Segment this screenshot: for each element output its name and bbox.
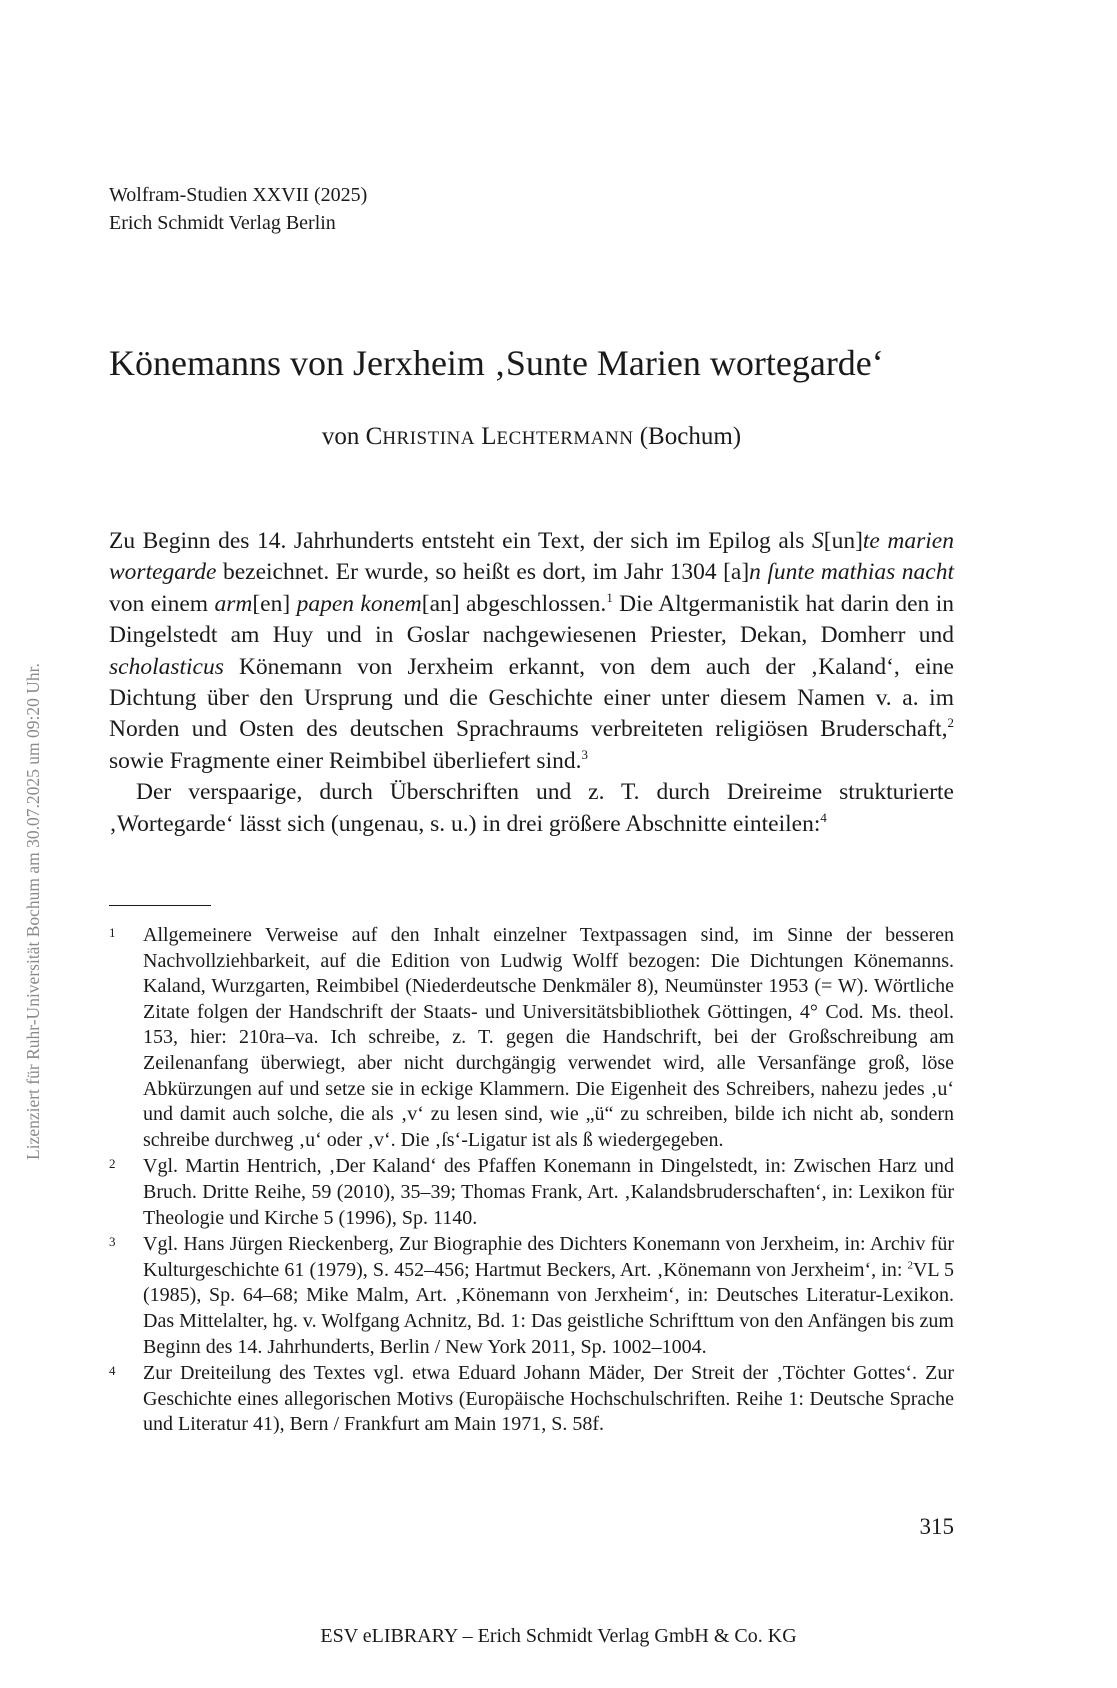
text-run: von einem [109,590,215,617]
paragraph-1 [109,526,954,777]
footnote-number: 2 [109,1156,116,1172]
body-text [109,526,954,840]
footnote-3 [109,1232,954,1360]
footnote-number: 4 [109,1363,116,1379]
footnotes [109,923,954,1439]
footnote-reference: 3 [581,747,588,763]
author-affiliation: (Bochum) [639,423,742,450]
text-run: bezeichnet. Er wurde, so heißt es dort, im Jahr 1304 [a] [216,559,750,586]
italic-text: n ſunte mathias nacht [749,559,954,586]
text-run: [an] abgeschlossen. [421,590,607,617]
footnote-reference: 4 [820,809,827,825]
text-run: Zu Beginn des 14. Jahrhunderts entsteht ein Text, der sich im Epilog als [109,528,812,554]
author-last-initial: L [481,423,497,450]
italic-text: scholasticus [109,653,224,680]
author-first-rest: HRISTINA [382,428,475,449]
footnote-text: Zur Dreiteilung des Textes vgl. etwa Eduard Johann Mäder, Der Streit der ‚Töchter Gottes‘. Zur Geschichte eines allegorischen Motivs (Europäische Hochschulschriften. Reihe 1: Deutsche Sprache und Literatur 41), Bern / Frankfurt am Main 1971, S. 58f. [143,1362,954,1436]
text-run: [un] [823,528,863,554]
footnote-separator [109,905,211,906]
footnote-2 [109,1154,954,1231]
page-footer: ESV eLIBRARY – Erich Schmidt Verlag GmbH & Co. KG [320,1625,797,1647]
footnote-number: 3 [109,1234,116,1250]
footnote-number: 1 [109,925,116,940]
text-run: [en] [252,590,297,617]
author-last-rest: ECHTERMANN [496,428,634,449]
italic-text: S [812,528,824,554]
text-run: Die Altgermanistik hat darin den in Dingelstedt am Huy und in Goslar nachgewiesenen Priester, Dekan, Domherr und [109,590,954,649]
footnote-text-part: VL 5 (1985), Sp. 64–68; Mike Malm, Art. ‚Könemann von Jerxheim‘, in: Deutsches Literatur-Lexikon. Das Mittelalter, hg. v. Wolfgang Achnitz, Bd. 1: Das geistliche Schrifttum von den Anfängen bis zum Beginn des 14. Jahrhunderts, Berlin / New York 2011, Sp. 1002–1004. [143,1258,954,1358]
text-run: Der verspaarige, durch Überschriften und z. T. durch Dreireime strukturierte ‚Wortegarde‘ lässt sich (ungenau, s. u.) in drei größere Abschnitte einteilen: [109,779,954,837]
author-first-initial: C [365,423,383,450]
footnote-4 [109,1361,954,1438]
text-run: Könemann von Jerxheim erkannt, von dem auch der ‚Kaland‘, eine Dichtung über den Ursprung und die Geschichte einer unter diesem Namen v. a. im Norden und Osten des deutschen Sprachraums verbreiteten religiösen Bruderschaft, [109,653,954,743]
journal-title-line: Wolfram-Studien XXVII (2025) [109,184,368,206]
publisher-line: Erich Schmidt Verlag Berlin [109,212,336,234]
paragraph-2 [109,777,954,840]
page-number: 315 [919,1514,954,1539]
footnote-text: Allgemeinere Verweise auf den Inhalt einzelner Textpassagen sind, im Sinne der besseren Nachvollziehbarkeit, auf die Edition von Ludwig Wolff bezogen: Die Dichtungen Könemanns. Kaland, Wurzgarten, Reimbibel (Niederdeutsche Denkmäler 8), Neumünster 1953 (= W). Wörtliche Zitate folgen der Handschrift der Staats- und Universitätsbibliothek Göttingen, 4° Cod. Ms. theol. 153, hier: 210ra–va. Ich schreibe, z. T. gegen die Handschrift, bei der Großschreibung am Zeilenanfang überwiegt, aber nicht durchgängig verwendet wird, alle Versanfänge groß, löse Abkürzungen auf und setze sie in eckige Klammern. Die Eigenheit des Schreibers, nahezu jedes ‚u‘ und damit auch solche, die als ‚v‘ zu lesen sind, wie „ü“ zu schreiben, bilde ich nicht ab, sondern schreibe durchweg ‚u‘ oder ‚v‘. Die ‚ſs‘-Ligatur ist als ß wiedergegeben. [143,924,954,1151]
license-watermark: Lizenziert für Ruhr-Universität Bochum am 30.07.2025 um 09:20 Uhr. [23,663,43,1160]
footnote-text-part: Vgl. Hans Jürgen Rieckenberg, Zur Biographie des Dichters Konemann von Jerxheim, in: Archiv für Kulturgeschichte 61 (1979), S. 452–456; Hartmut Beckers, Art. ‚Könemann von Jerxheim‘, in: [143,1233,954,1281]
footnote-1 [109,923,954,1153]
byline-prefix: von [321,423,360,450]
footnote-text: Vgl. Martin Hentrich, ‚Der Kaland‘ des Pfaffen Konemann in Dingelstedt, in: Zwischen Harz und Bruch. Dritte Reihe, 59 (2010), 35–39; Thomas Frank, Art. ‚Kalandsbruderschaften‘, in: Lexikon für Theologie und Kirche 5 (1996), Sp. 1140. [143,1155,954,1229]
footnote-text [143,1232,954,1360]
italic-text: arm [214,590,253,617]
italic-text: te marien wortegarde [109,528,954,586]
journal-header [109,181,367,237]
article-title: Könemanns von Jerxheim ‚Sunte Marien wortegarde‘ [109,343,884,383]
italic-text: papen konem [296,590,422,617]
footnote-reference: 2 [947,715,954,731]
edition-superscript: 2 [907,1259,913,1272]
text-run: sowie Fragmente einer Reimbibel überliefert sind. [109,747,582,774]
footnote-reference: 1 [606,589,613,605]
author-byline [109,420,954,456]
